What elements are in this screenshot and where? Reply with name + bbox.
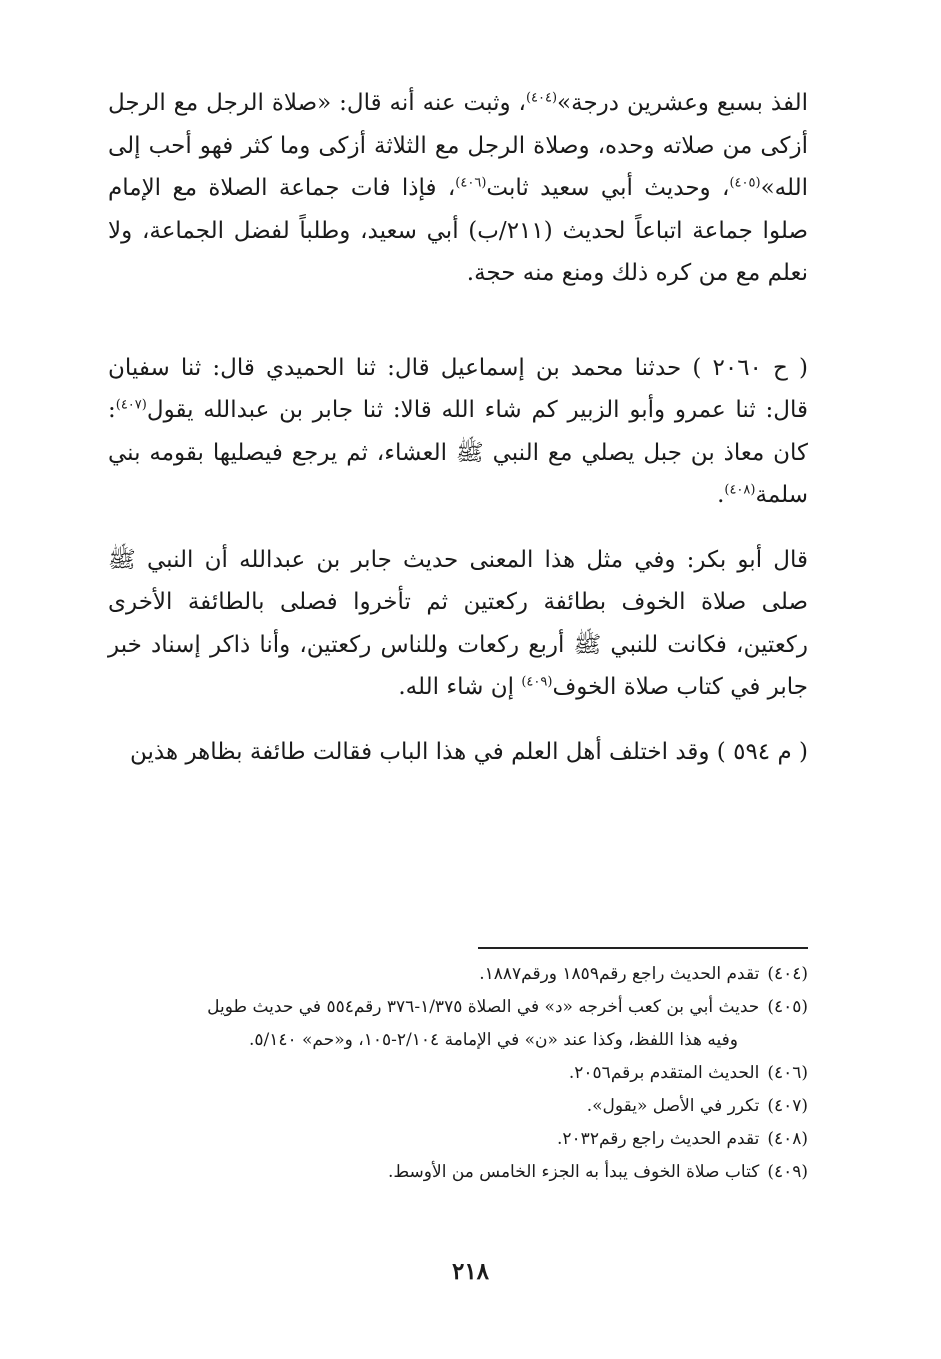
para-text: ( م ٥٩٤ ) وقد اختلف أهل العلم في هذا الباب فقالت طائفة بظاهر هذين [130,738,808,765]
hadith-paragraph [108,347,808,517]
footnote-text: حديث أبي بن كعب أخرجه «د» في الصلاة ١/٣٧٥-٣٧٦ رقم٥٥٤ في حديث طويل [207,997,760,1017]
para-text: ، وحديث أبي سعيد ثابت [486,175,730,201]
para-text: . [717,482,725,508]
footnote-text: تقدم الحديث راجع رقم٢٠٣٢. [557,1129,760,1149]
issue-paragraph [108,731,808,774]
footnotes [108,958,808,1189]
para-text: إن شاء الله. [398,674,522,700]
footnote-ref-404[interactable]: (٤٠٤) [525,90,558,106]
footnote-ref-409[interactable]: (٤٠٩) [521,674,553,690]
footnote-item [108,1123,808,1156]
para-text: ، وثبت عنه أنه قال: «صلاة الرجل مع الرجل أزكى من صلاته وحده، وصلاة الرجل مع الثلاثة أزكى وما كثر فهو أحب إلى الله» [108,90,808,201]
commentary-paragraph [108,539,808,709]
footnote-text: الحديث المتقدم برقم٢٠٥٦. [568,1063,760,1083]
para-text: : كان معاذ بن جبل يصلي مع النبي ﷺ العشاء، ثم يرجع فيصليها بقومه بني سلمة [108,397,808,508]
footnote-text: تقدم الحديث راجع رقم١٨٥٩ ورقم١٨٨٧. [479,964,760,984]
footnote-text-continued: وفيه هذا اللفظ، وكذا عند «ن» في الإمامة ٢/١٠٤-١٠٥، و«حم» ٥/١٤٠. [248,1030,738,1050]
para-text: الفذ بسبع وعشرين درجة» [557,90,808,116]
footnote-item [108,1090,808,1123]
footnote-item [108,991,808,1057]
para-text: قال أبو بكر: وفي مثل هذا المعنى حديث جابر بن عبدالله أن النبي ﷺ صلى صلاة الخوف بطائفة ركعتين ثم تأخروا فصلى بالطائفة الأخرى ركعتين، فكانت للنبي ﷺ أربع ركعات وللناس ركعتين، وأنا ذاكر إسناد خبر جابر في كتاب صلاة الخوف [108,546,808,700]
footnote-text: تكرر في الأصل «يقول». [586,1096,760,1116]
footnote-number: (٤٠٩) [767,1162,808,1182]
footnote-number: (٤٠٥) [767,997,808,1017]
footnote-item [108,958,808,991]
footnote-ref-407[interactable]: (٤٠٧) [115,397,147,413]
footnote-ref-406[interactable]: (٤٠٦) [455,175,487,191]
footnote-item [108,1156,808,1189]
footnote-number: (٤٠٤) [767,964,808,984]
page-body [108,82,808,773]
footnote-divider [478,947,808,949]
footnote-ref-405[interactable]: (٤٠٥) [729,175,761,191]
page-number: ٢١٨ [451,1258,490,1285]
footnote-ref-408[interactable]: (٤٠٨) [724,482,756,498]
footnote-number: (٤٠٦) [767,1063,808,1083]
footnote-number: (٤٠٨) [767,1129,808,1149]
para-text: ( ح ٢٠٦٠ ) حدثنا محمد بن إسماعيل قال: ثنا الحميدي قال: ثنا سفيان قال: ثنا عمرو وأبو الزبير كم شاء الله قالا: ثنا جابر بن عبدالله يقول [108,354,808,423]
footnote-number: (٤٠٧) [767,1096,808,1116]
footnote-item [108,1057,808,1090]
para-text: ، فإذا فات جماعة الصلاة مع الإمام صلوا جماعة اتباعاً لحديث (٢١١/ب) أبي سعيد، وطلباً لفضل الجماعة، ولا نعلم مع من كره ذلك ومنع منه حجة. [108,175,808,286]
footnote-text: كتاب صلاة الخوف يبدأ به الجزء الخامس من الأوسط. [388,1162,760,1182]
paragraph-continuation [108,82,808,295]
